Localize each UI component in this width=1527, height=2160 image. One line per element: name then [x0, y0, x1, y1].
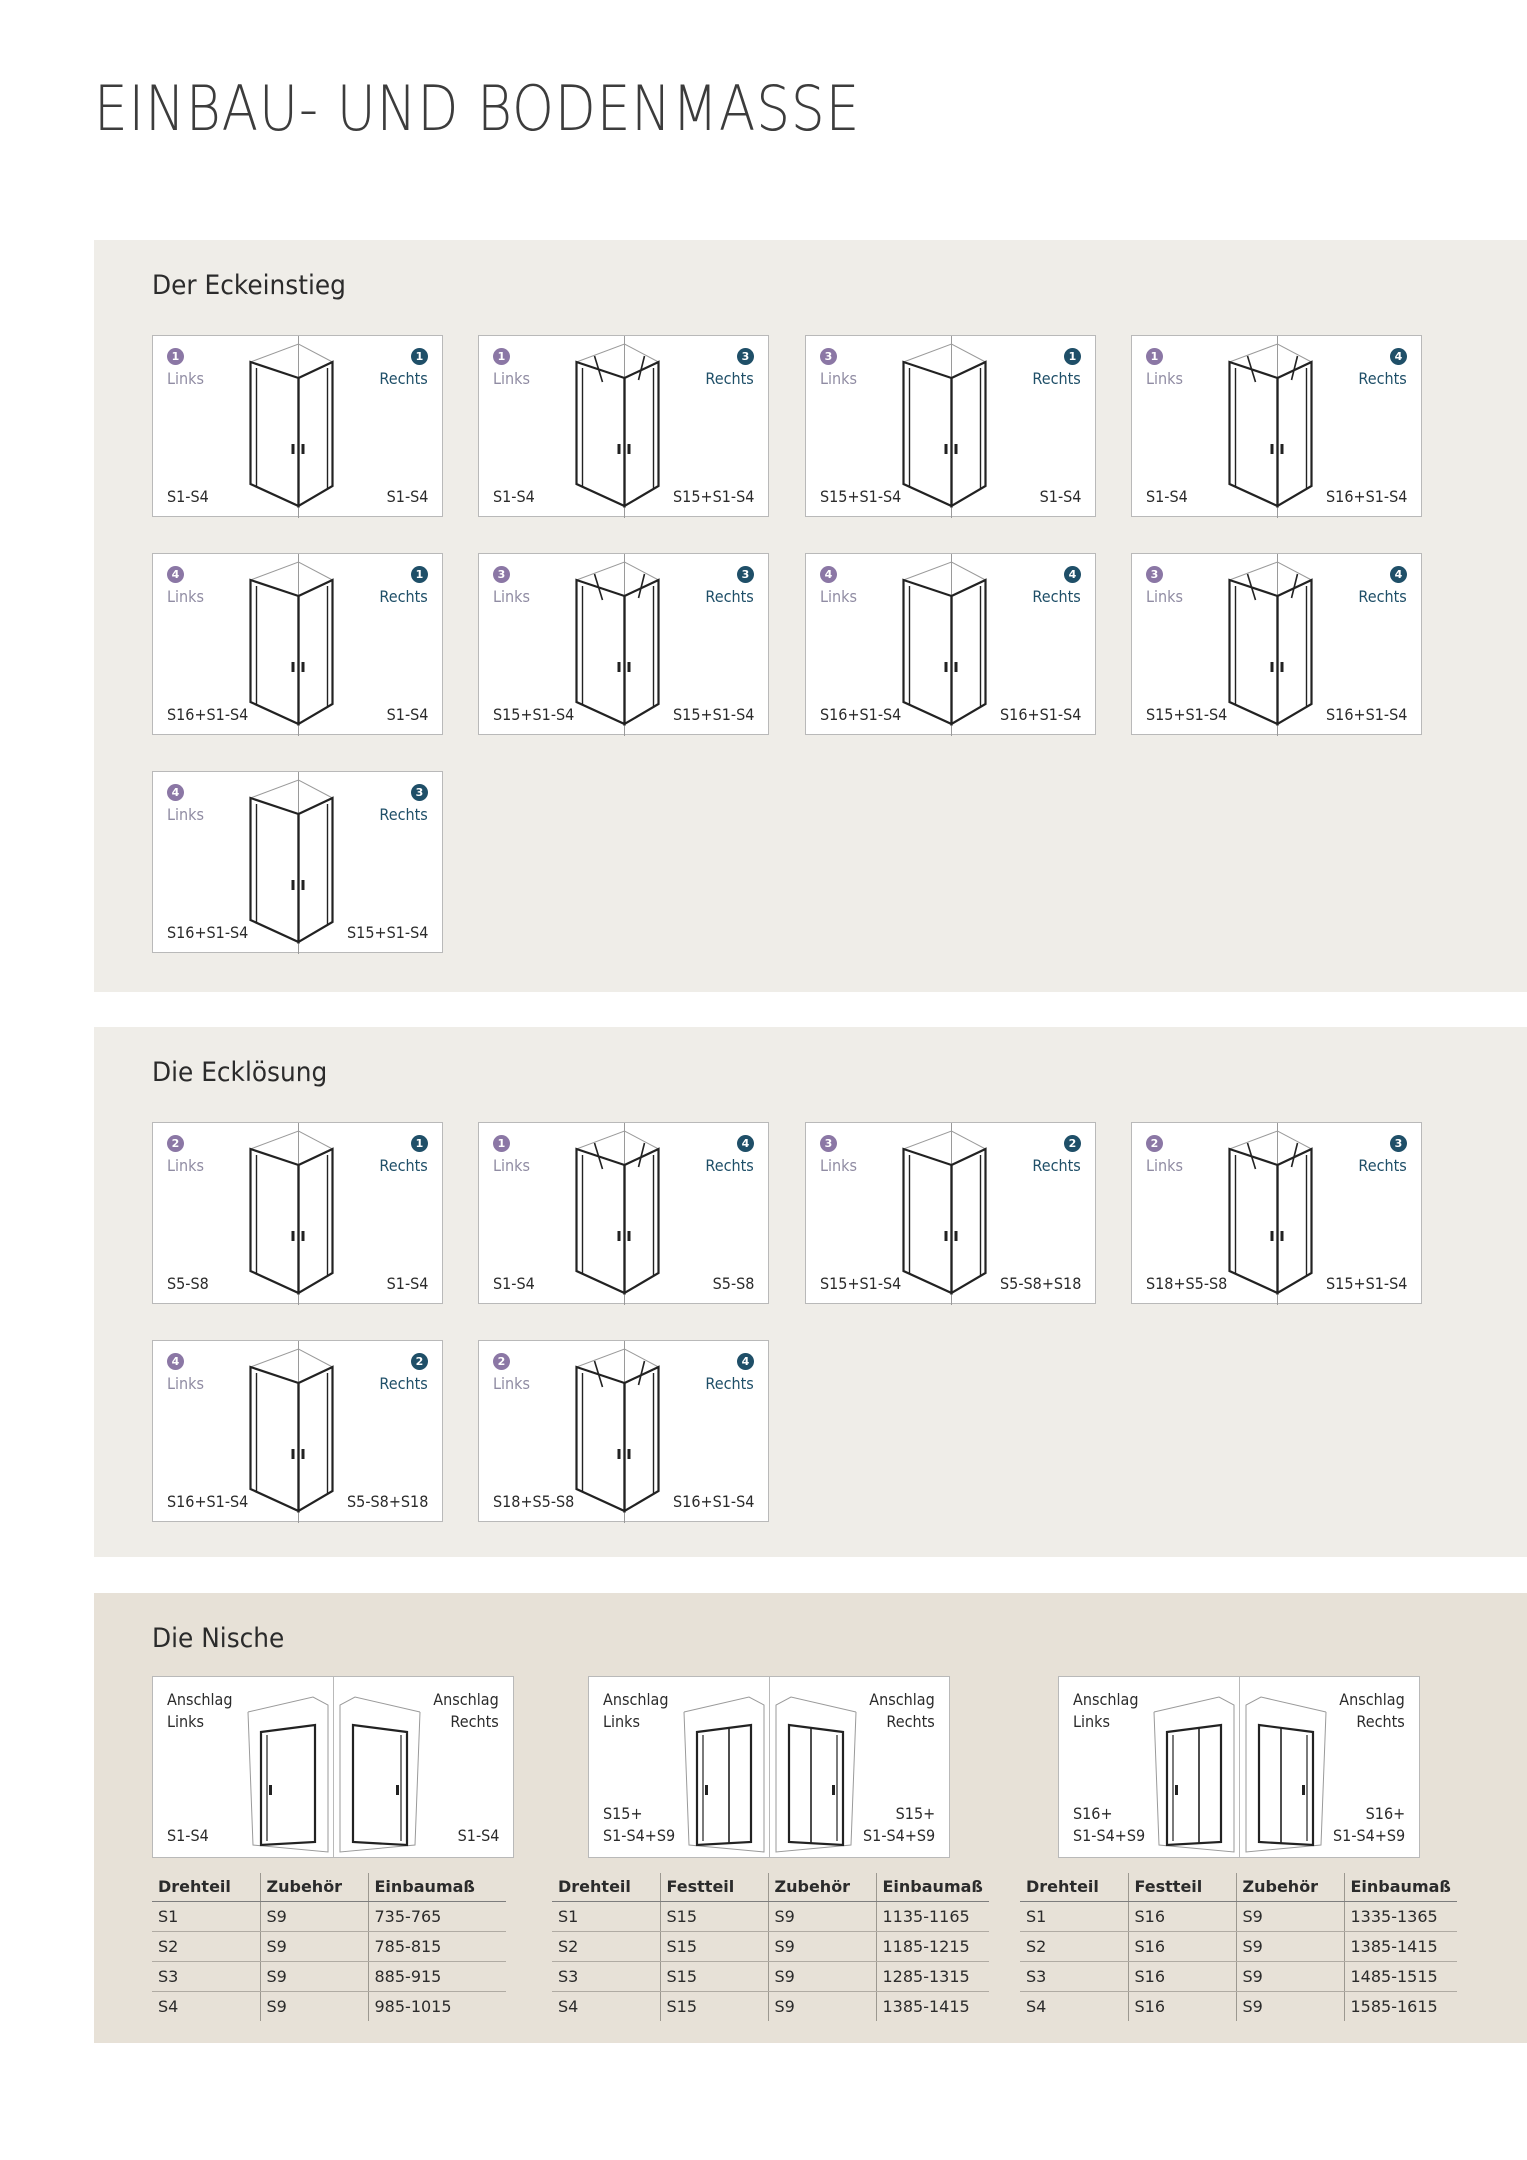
variant-number-badge: 1	[1064, 348, 1081, 365]
table-cell: S15	[660, 1991, 768, 2021]
table-header-cell: Festteil	[660, 1873, 768, 1901]
table-cell: S9	[260, 1961, 368, 1991]
section-eckeinstieg	[94, 240, 1527, 992]
shower-variant-tile	[478, 1122, 769, 1304]
niche-panel-left	[1059, 1677, 1239, 1857]
table-header-cell: Drehteil	[1020, 1873, 1128, 1901]
table-cell: S1	[1020, 1901, 1128, 1931]
table-header-cell: Drehteil	[552, 1873, 660, 1901]
part-code-left: S1-S4	[493, 487, 535, 506]
table-cell: S3	[152, 1961, 260, 1991]
variant-number-badge: 4	[167, 1353, 184, 1370]
part-code-right: S1-S4	[386, 487, 428, 506]
table-cell: S9	[1236, 1931, 1344, 1961]
part-code-left: S1-S4	[167, 1826, 209, 1845]
table-cell: S16	[1128, 1961, 1236, 1991]
table-row	[1020, 1931, 1457, 1961]
table-header-cell: Zubehör	[768, 1873, 876, 1901]
table-cell: S9	[1236, 1901, 1344, 1931]
side-label-rechts: Rechts	[1358, 1156, 1407, 1175]
table-cell: S2	[552, 1931, 660, 1961]
table-row	[552, 1931, 989, 1961]
side-label-links: Links	[167, 369, 204, 388]
niche-panel-right	[333, 1677, 513, 1857]
part-code-left: S15+S1-S4	[820, 487, 902, 506]
variant-number-badge: 4	[1390, 348, 1407, 365]
part-code-left: S1-S4	[493, 1274, 535, 1293]
table-cell: S16	[1128, 1931, 1236, 1961]
niche-panel-left	[589, 1677, 769, 1857]
table-header-cell: Einbaumaß	[876, 1873, 989, 1901]
side-label-rechts: Rechts	[379, 587, 428, 606]
shower-variant-tile	[152, 771, 443, 953]
side-label-links: Links	[820, 1156, 857, 1175]
table-row	[1020, 1901, 1457, 1931]
table-cell: S15	[660, 1901, 768, 1931]
part-code-right: S16+ S1-S4+S9	[1332, 1804, 1405, 1845]
table-cell: S9	[768, 1901, 876, 1931]
side-label-links: Links	[493, 1156, 530, 1175]
shower-variant-tile	[152, 335, 443, 517]
niche-variant-tile	[152, 1676, 514, 1858]
part-code-right: S15+S1-S4	[672, 487, 754, 506]
table-header-row	[1020, 1873, 1457, 1901]
table-cell: S1	[552, 1901, 660, 1931]
table-cell: S4	[558, 1996, 579, 2016]
table-cell: 1135-1165	[876, 1901, 989, 1931]
side-label-rechts: Rechts	[379, 369, 428, 388]
table-cell: 1385-1415	[876, 1991, 989, 2021]
side-label-links: Links	[167, 1374, 204, 1393]
side-label-rechts: Rechts	[1032, 369, 1081, 388]
table-row	[1020, 1991, 1457, 2021]
shower-variant-tile	[805, 1122, 1096, 1304]
part-code-right: S16+S1-S4	[1325, 705, 1407, 724]
table-cell: S4	[1026, 1996, 1047, 2016]
side-label-rechts: Rechts	[379, 1374, 428, 1393]
side-label-rechts: Rechts	[379, 1156, 428, 1175]
side-label-links: Links	[167, 1156, 204, 1175]
side-label-links: Links	[1146, 1156, 1183, 1175]
part-code-left: S16+S1-S4	[167, 923, 249, 942]
part-code-right: S15+S1-S4	[672, 705, 754, 724]
variant-number-badge: 3	[1390, 1135, 1407, 1152]
table-header-cell: Einbaumaß	[368, 1873, 506, 1901]
table-cell: S16	[1128, 1991, 1236, 2021]
variant-number-badge: 2	[411, 1353, 428, 1370]
variant-number-badge: 4	[1064, 566, 1081, 583]
table-row	[152, 1901, 506, 1931]
part-code-left: S15+ S1-S4+S9	[603, 1804, 676, 1845]
section-eckloesung	[94, 1027, 1527, 1557]
table-cell: 1485-1515	[1344, 1961, 1457, 1991]
table-header-cell: Festteil	[1128, 1873, 1236, 1901]
variant-number-badge: 3	[493, 566, 510, 583]
part-code-left: S1-S4	[1146, 487, 1188, 506]
part-code-right: S1-S4	[1039, 487, 1081, 506]
shower-variant-tile	[805, 335, 1096, 517]
side-label-links: Links	[493, 587, 530, 606]
table-header-cell: Einbaumaß	[1344, 1873, 1457, 1901]
table-cell: S9	[260, 1931, 368, 1961]
part-code-right: S1-S4	[386, 705, 428, 724]
side-label-links: Links	[493, 369, 530, 388]
side-label-links: Links	[820, 587, 857, 606]
variant-number-badge: 3	[820, 348, 837, 365]
table-cell: S9	[1236, 1991, 1344, 2021]
shower-variant-tile	[805, 553, 1096, 735]
shower-variant-tile	[152, 1340, 443, 1522]
table-cell: 1385-1415	[1344, 1931, 1457, 1961]
variant-number-badge: 4	[167, 784, 184, 801]
part-code-right: S1-S4	[386, 1274, 428, 1293]
part-code-right: S5-S8+S18	[999, 1274, 1081, 1293]
table-header-row	[152, 1873, 506, 1901]
part-code-left: S15+S1-S4	[1146, 705, 1228, 724]
part-code-right: S5-S8	[712, 1274, 754, 1293]
variant-number-badge: 4	[737, 1135, 754, 1152]
variant-number-badge: 3	[737, 566, 754, 583]
table-cell: S9	[260, 1991, 368, 2021]
part-code-right: S15+S1-S4	[346, 923, 428, 942]
section-nische	[94, 1593, 1527, 2043]
part-code-left: S15+S1-S4	[493, 705, 575, 724]
side-label-links: Links	[820, 369, 857, 388]
variant-number-badge: 1	[493, 1135, 510, 1152]
part-code-left: S16+S1-S4	[167, 705, 249, 724]
variant-number-badge: 1	[411, 566, 428, 583]
table-row	[552, 1961, 989, 1991]
section-title: Die Nische	[152, 1623, 285, 1654]
table-cell: S15	[660, 1931, 768, 1961]
table-cell: S9	[1236, 1961, 1344, 1991]
side-label-rechts: Rechts	[705, 1156, 754, 1175]
table-cell: 1285-1315	[876, 1961, 989, 1991]
shower-variant-tile	[1131, 1122, 1422, 1304]
shower-variant-tile	[478, 335, 769, 517]
table-cell: 1585-1615	[1344, 1991, 1457, 2021]
side-label-rechts: Rechts	[1358, 587, 1407, 606]
section-title: Der Eckeinstieg	[152, 270, 346, 301]
variant-number-badge: 1	[411, 348, 428, 365]
part-code-right: S5-S8+S18	[346, 1492, 428, 1511]
page-title: EINBAU- UND BODENMASSE	[94, 72, 861, 145]
part-code-right: S15+ S1-S4+S9	[862, 1804, 935, 1845]
niche-panel-right	[1239, 1677, 1419, 1857]
part-code-left: S16+ S1-S4+S9	[1073, 1804, 1146, 1845]
side-label-links: Links	[1146, 369, 1183, 388]
shower-variant-tile	[152, 1122, 443, 1304]
table-cell: S15	[660, 1961, 768, 1991]
table-row	[552, 1901, 989, 1931]
part-code-right: S16+S1-S4	[999, 705, 1081, 724]
table-cell: S9	[768, 1991, 876, 2021]
table-cell: 1335-1365	[1344, 1901, 1457, 1931]
shower-variant-tile	[1131, 553, 1422, 735]
table-cell: S1	[152, 1901, 260, 1931]
table-row	[152, 1931, 506, 1961]
table-cell: 1185-1215	[876, 1931, 989, 1961]
shower-variant-tile	[1131, 335, 1422, 517]
table-cell: 885-915	[368, 1961, 506, 1991]
installation-size-table	[152, 1873, 506, 2021]
anschlag-rechts-label: Anschlag Rechts	[1339, 1690, 1405, 1731]
niche-panel-right	[769, 1677, 949, 1857]
side-label-rechts: Rechts	[1358, 369, 1407, 388]
part-code-right: S16+S1-S4	[1325, 487, 1407, 506]
variant-number-badge: 1	[411, 1135, 428, 1152]
side-label-rechts: Rechts	[379, 805, 428, 824]
table-cell: 735-765	[368, 1901, 506, 1931]
variant-number-badge: 4	[820, 566, 837, 583]
part-code-left: S1-S4	[167, 487, 209, 506]
shower-variant-tile	[478, 553, 769, 735]
side-label-rechts: Rechts	[1032, 587, 1081, 606]
table-row	[1020, 1961, 1457, 1991]
anschlag-rechts-label: Anschlag Rechts	[869, 1690, 935, 1731]
table-cell: S2	[152, 1931, 260, 1961]
variant-number-badge: 4	[1390, 566, 1407, 583]
shower-variant-tile	[478, 1340, 769, 1522]
part-code-right: S1-S4	[457, 1826, 499, 1845]
anschlag-links-label: Anschlag Links	[167, 1690, 233, 1731]
variant-number-badge: 3	[1146, 566, 1163, 583]
variant-number-badge: 4	[167, 566, 184, 583]
variant-number-badge: 1	[167, 348, 184, 365]
anschlag-rechts-label: Anschlag Rechts	[433, 1690, 499, 1731]
table-cell: S9	[768, 1931, 876, 1961]
table-header-cell: Zubehör	[260, 1873, 368, 1901]
anschlag-links-label: Anschlag Links	[1073, 1690, 1139, 1731]
table-row	[152, 1961, 506, 1991]
table-cell: S3	[552, 1961, 660, 1991]
side-label-links: Links	[1146, 587, 1183, 606]
variant-number-badge: 2	[493, 1353, 510, 1370]
table-header-cell: Drehteil	[152, 1873, 260, 1901]
table-cell: S3	[1020, 1961, 1128, 1991]
part-code-left: S15+S1-S4	[820, 1274, 902, 1293]
installation-size-table	[1020, 1873, 1457, 2021]
table-cell: 985-1015	[368, 1991, 506, 2021]
variant-number-badge: 1	[493, 348, 510, 365]
side-label-rechts: Rechts	[705, 587, 754, 606]
table-cell: 785-815	[368, 1931, 506, 1961]
niche-panel-left	[153, 1677, 333, 1857]
table-cell: S9	[768, 1961, 876, 1991]
side-label-rechts: Rechts	[1032, 1156, 1081, 1175]
table-cell: S9	[260, 1901, 368, 1931]
niche-variant-tile	[588, 1676, 950, 1858]
table-cell: S2	[1020, 1931, 1128, 1961]
anschlag-links-label: Anschlag Links	[603, 1690, 669, 1731]
part-code-right: S15+S1-S4	[1325, 1274, 1407, 1293]
part-code-left: S16+S1-S4	[167, 1492, 249, 1511]
part-code-left: S18+S5-S8	[1146, 1274, 1228, 1293]
part-code-left: S18+S5-S8	[493, 1492, 575, 1511]
part-code-left: S16+S1-S4	[820, 705, 902, 724]
side-label-rechts: Rechts	[705, 1374, 754, 1393]
niche-variant-tile	[1058, 1676, 1420, 1858]
installation-size-table	[552, 1873, 989, 2021]
variant-number-badge: 2	[167, 1135, 184, 1152]
shower-variant-tile	[152, 553, 443, 735]
variant-number-badge: 3	[411, 784, 428, 801]
side-label-links: Links	[167, 587, 204, 606]
table-header-cell: Zubehör	[1236, 1873, 1344, 1901]
variant-number-badge: 4	[737, 1353, 754, 1370]
table-cell: S16	[1128, 1901, 1236, 1931]
variant-number-badge: 3	[737, 348, 754, 365]
variant-number-badge: 2	[1146, 1135, 1163, 1152]
side-label-rechts: Rechts	[705, 369, 754, 388]
variant-number-badge: 1	[1146, 348, 1163, 365]
part-code-left: S5-S8	[167, 1274, 209, 1293]
table-row	[152, 1991, 506, 2021]
table-cell: S4	[158, 1996, 179, 2016]
section-title: Die Ecklösung	[152, 1057, 328, 1088]
side-label-links: Links	[493, 1374, 530, 1393]
side-label-links: Links	[167, 805, 204, 824]
table-row	[552, 1991, 989, 2021]
part-code-right: S16+S1-S4	[672, 1492, 754, 1511]
variant-number-badge: 2	[1064, 1135, 1081, 1152]
variant-number-badge: 3	[820, 1135, 837, 1152]
table-header-row	[552, 1873, 989, 1901]
